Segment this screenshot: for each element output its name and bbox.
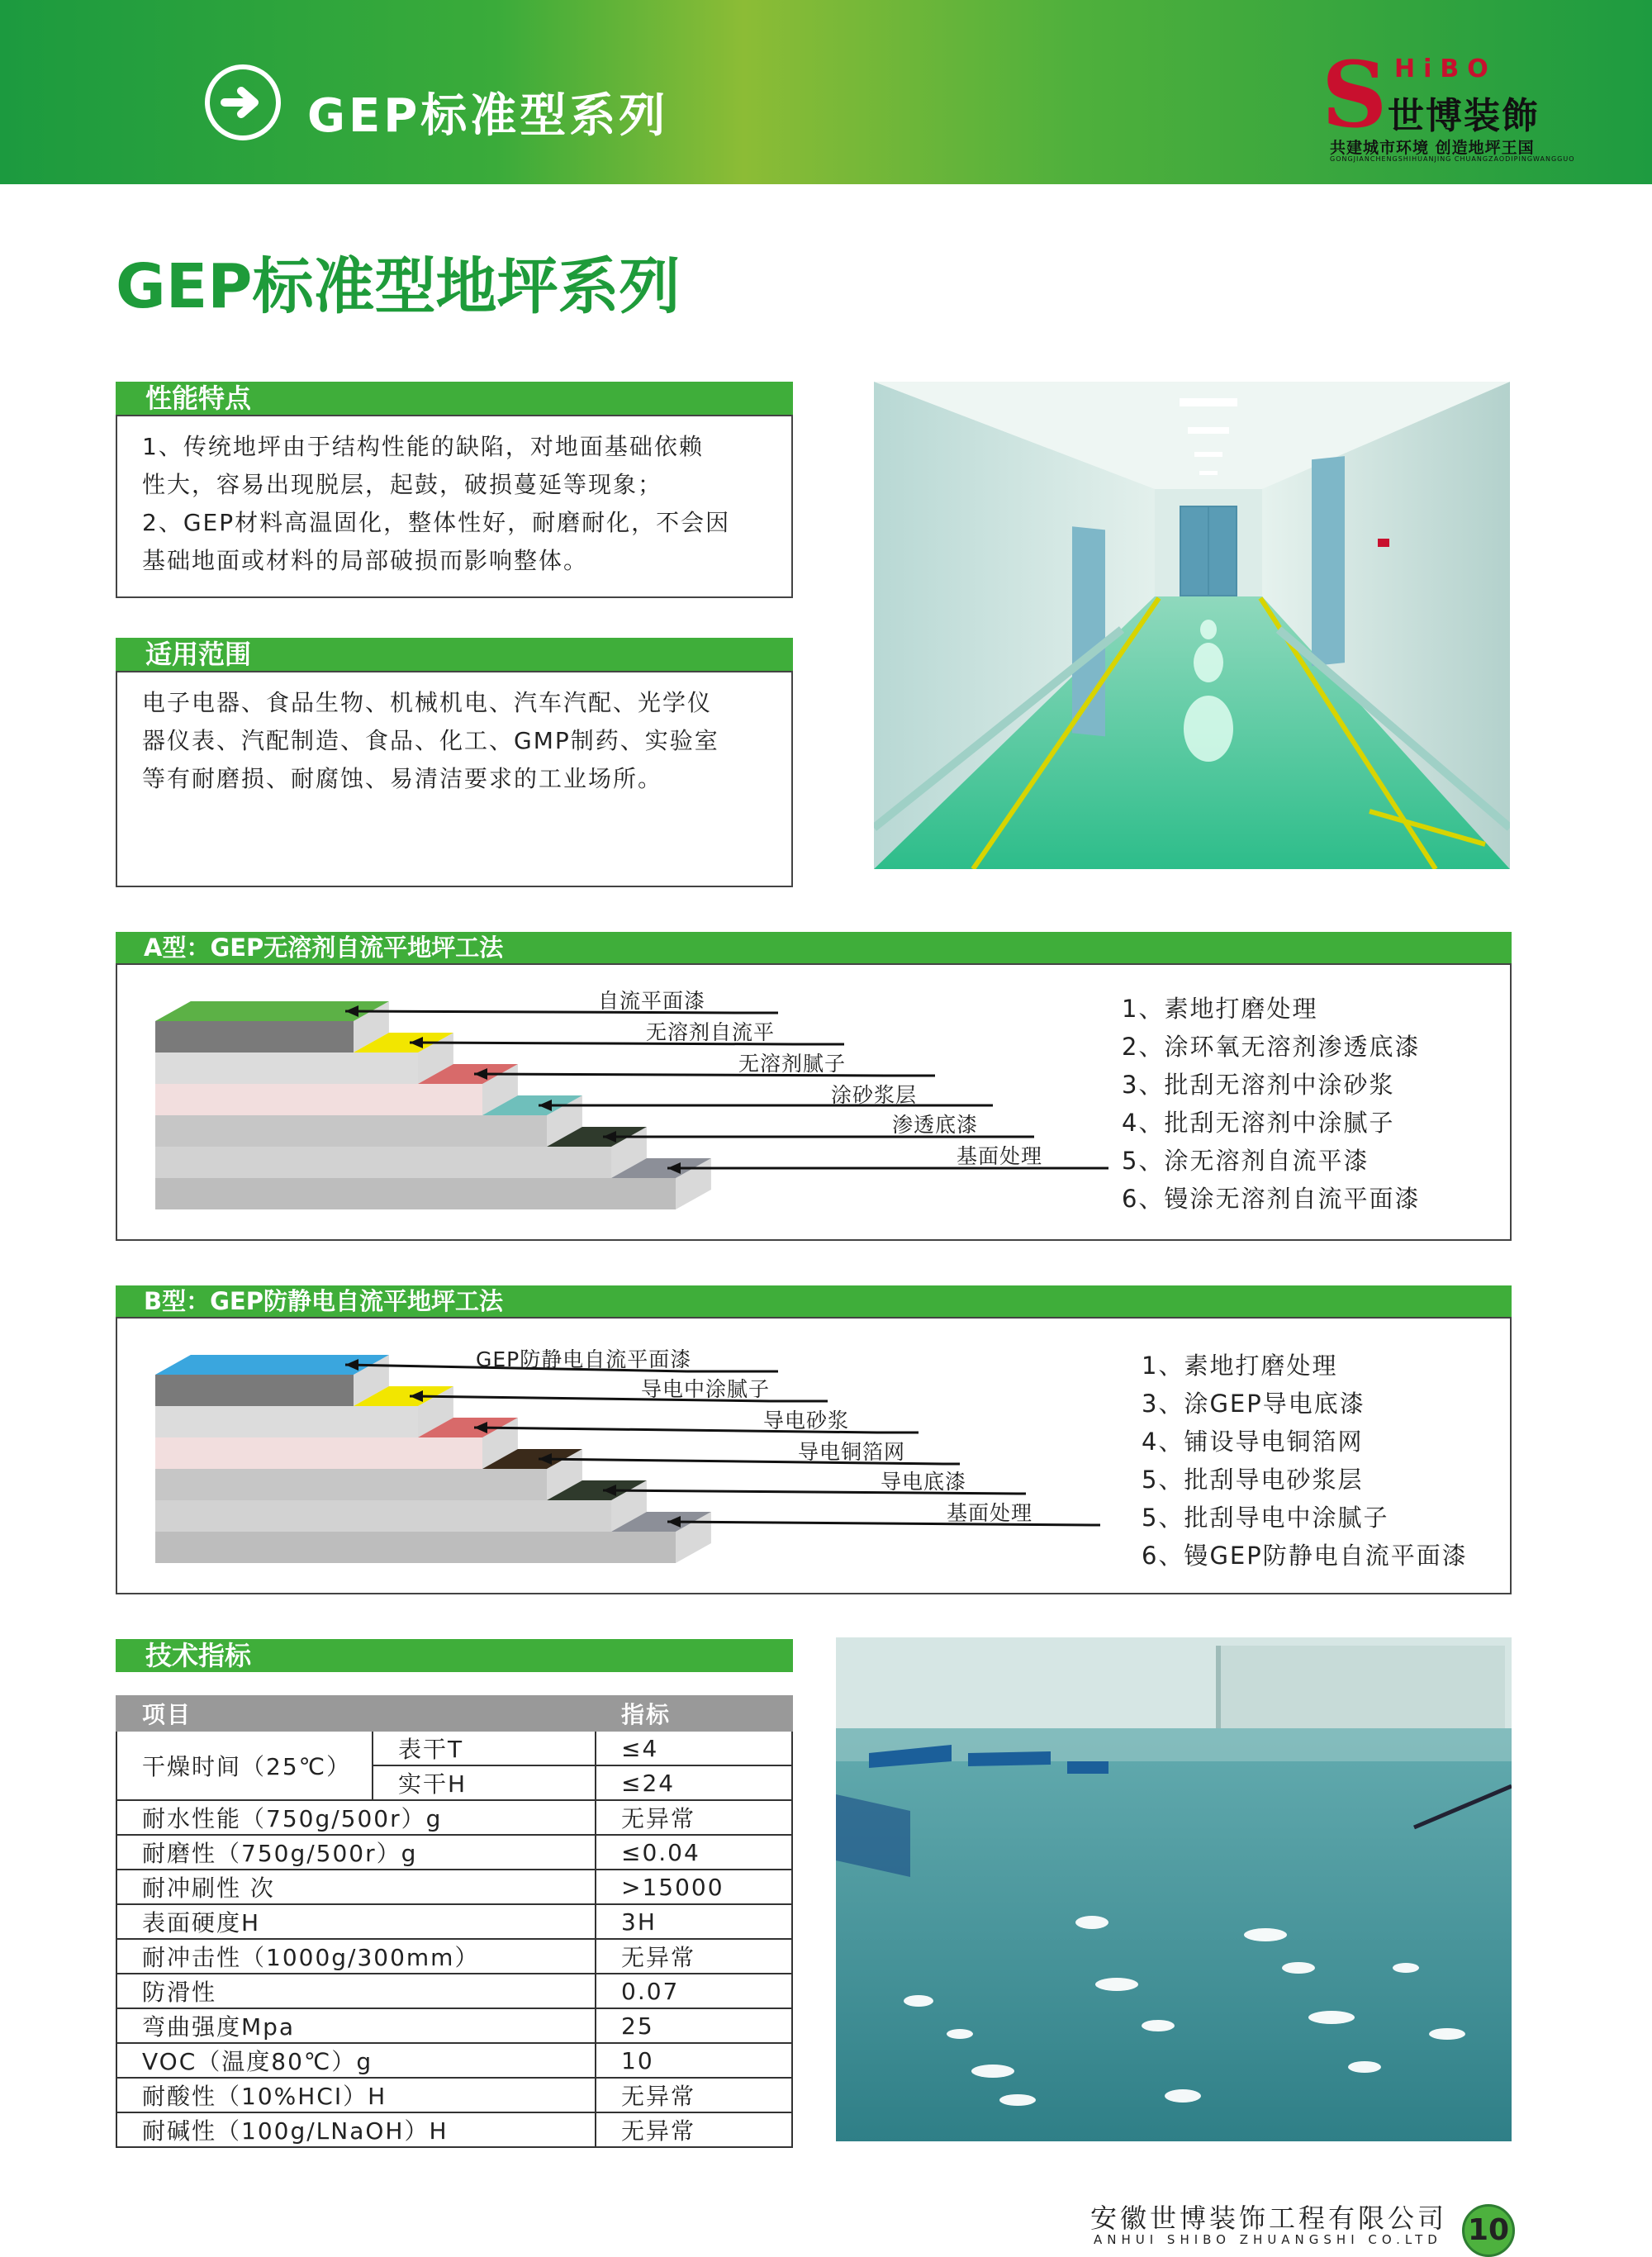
features-line: 基础地面或材料的局部破损而影响整体。 — [142, 547, 589, 574]
corridor-photo — [874, 382, 1510, 869]
layer-slab — [155, 1052, 418, 1084]
spec-value: 无异常 — [596, 2078, 792, 2112]
hard-dry-cell: 实干H — [373, 1765, 596, 1800]
table-row — [116, 1939, 792, 1974]
layer-label: 基面处理 — [947, 1501, 1033, 1525]
layer-label: 导电砂浆 — [763, 1409, 850, 1433]
spec-item: 防滑性 — [116, 1974, 596, 2008]
page-title: GEP标准型地坪系列 — [116, 251, 681, 322]
layer-label: 涂砂浆层 — [831, 1083, 918, 1107]
table-row — [116, 2043, 792, 2078]
layer-label: 导电底漆 — [881, 1470, 967, 1494]
spec-value: 25 — [596, 2008, 792, 2043]
table-header-row — [116, 1696, 792, 1731]
spec-item: 弯曲强度Mpa — [116, 2008, 596, 2043]
col-item-header: 项目 — [116, 1696, 596, 1731]
tech-spec-table — [116, 1695, 793, 2148]
layer-label: 无溶剂自流平 — [646, 1020, 776, 1044]
layer-slab — [155, 1147, 611, 1178]
features-heading: 性能特点 — [116, 382, 793, 415]
type-a-step: 2、涂环氧无溶剂渗透底漆 — [1122, 1033, 1421, 1061]
dry-time-cell: 干燥时间（25℃） — [116, 1731, 373, 1800]
layer-label: 导电铜箔网 — [798, 1440, 906, 1464]
spec-item: 耐水性能（750g/500r）g — [116, 1800, 596, 1835]
spec-item: 耐碱性（100g/LNaOH）H — [116, 2112, 596, 2147]
spec-value: ≤0.04 — [596, 1835, 792, 1870]
tech-heading: 技术指标 — [116, 1639, 793, 1672]
layer-label: 自流平面漆 — [598, 989, 706, 1013]
spec-value: 无异常 — [596, 1800, 792, 1835]
features-box — [116, 415, 793, 598]
surface-dry-value: ≤4 — [596, 1731, 792, 1765]
spec-value: 3H — [596, 1904, 792, 1939]
table-row — [116, 1870, 792, 1904]
scope-line: 等有耐磨损、耐腐蚀、易清洁要求的工业场所。 — [142, 765, 663, 792]
type-b-step: 6、镘GEP防静电自流平面漆 — [1142, 1542, 1468, 1570]
scope-line: 器仪表、汽配制造、食品、化工、GMP制药、实验室 — [142, 727, 719, 754]
table-row — [116, 1835, 792, 1870]
scope-heading: 适用范围 — [116, 638, 793, 671]
logo-en-text: HiBO — [1394, 55, 1497, 83]
spec-value: 无异常 — [596, 1939, 792, 1974]
spec-item: VOC（温度80℃）g — [116, 2043, 596, 2078]
logo-slogan: 共建城市环境 创造地坪王国 — [1330, 139, 1535, 157]
layer-label: 导电中涂腻子 — [641, 1377, 771, 1401]
layer-slab — [155, 1084, 482, 1115]
type-b-step: 5、批刮导电中涂腻子 — [1142, 1504, 1389, 1532]
layer-slab — [155, 1115, 547, 1147]
spec-value: >15000 — [596, 1870, 792, 1904]
layer-slab — [155, 1532, 676, 1563]
layer-slab — [155, 1021, 354, 1052]
hard-dry-value: ≤24 — [596, 1765, 792, 1800]
type-b-step: 1、素地打磨处理 — [1142, 1352, 1338, 1380]
layer-label: 基面处理 — [957, 1144, 1043, 1168]
page-number: 10 — [1462, 2204, 1515, 2257]
floor-photo — [836, 1637, 1512, 2141]
col-index-header: 指标 — [596, 1696, 792, 1731]
table-row — [116, 2112, 792, 2147]
type-b-step: 3、涂GEP导电底漆 — [1142, 1390, 1365, 1418]
logo-pinyin: GONGJIANCHENGSHIHUANJING CHUANGZAODIPINGWANGGUO — [1330, 155, 1575, 163]
surface-dry-cell: 表干T — [373, 1731, 596, 1765]
layer-slab — [155, 1469, 547, 1500]
type-a-heading: A型：GEP无溶剂自流平地坪工法 — [116, 932, 1512, 963]
type-a-box — [116, 963, 1512, 1241]
table-row — [116, 2008, 792, 2043]
logo-cn-text: 世博装飾 — [1388, 95, 1540, 137]
layer-slab — [155, 1437, 482, 1469]
spec-item: 耐冲击性（1000g/300mm） — [116, 1939, 596, 1974]
scope-line: 电子电器、食品生物、机械机电、汽车汽配、光学仪 — [142, 689, 713, 716]
series-title: GEP标准型系列 — [307, 89, 669, 143]
spec-item: 耐酸性（10%HCI）H — [116, 2078, 596, 2112]
spec-item: 表面硬度H — [116, 1904, 596, 1939]
type-a-step: 3、批刮无溶剂中涂砂浆 — [1122, 1071, 1395, 1099]
type-a-step: 1、素地打磨处理 — [1122, 995, 1318, 1023]
layer-slab — [155, 1178, 676, 1209]
layer-slab — [155, 1500, 611, 1532]
type-b-box — [116, 1317, 1512, 1594]
type-b-step: 5、批刮导电砂浆层 — [1142, 1466, 1364, 1494]
spec-item: 耐磨性（750g/500r）g — [116, 1835, 596, 1870]
company-logo: S — [1322, 41, 1388, 148]
type-b-heading: B型：GEP防静电自流平地坪工法 — [116, 1285, 1512, 1317]
spec-value: 0.07 — [596, 1974, 792, 2008]
type-a-step: 5、涂无溶剂自流平漆 — [1122, 1147, 1370, 1175]
layer-slab — [155, 1406, 418, 1437]
company-name: 安徽世博装饰工程有限公司 — [1090, 2202, 1448, 2234]
type-a-step: 6、镘涂无溶剂自流平面漆 — [1122, 1185, 1421, 1213]
spec-item: 耐冲刷性 次 — [116, 1870, 596, 1904]
type-b-step: 4、铺设导电铜箔网 — [1142, 1428, 1364, 1456]
table-row — [116, 1974, 792, 2008]
layer-label: GEP防静电自流平面漆 — [476, 1347, 692, 1371]
table-row — [116, 1800, 792, 1835]
table-row — [116, 1904, 792, 1939]
features-line: 2、GEP材料高温固化，整体性好，耐磨耐化，不会因 — [142, 509, 731, 536]
features-line: 性大，容易出现脱层，起鼓，破损蔓延等现象； — [142, 471, 663, 498]
table-row — [116, 1731, 792, 1765]
features-line: 1、传统地坪由于结构性能的缺陷，对地面基础依赖 — [142, 433, 704, 460]
arrow-circle-icon — [205, 64, 281, 140]
layer-label: 无溶剂腻子 — [738, 1052, 847, 1076]
table-row — [116, 2078, 792, 2112]
scope-box — [116, 671, 793, 887]
type-a-step: 4、批刮无溶剂中涂腻子 — [1122, 1109, 1395, 1137]
spec-value: 10 — [596, 2043, 792, 2078]
company-name-en: ANHUI SHIBO ZHUANGSHI CO.LTD — [1094, 2232, 1442, 2247]
spec-value: 无异常 — [596, 2112, 792, 2147]
layer-slab — [155, 1375, 354, 1406]
layer-label: 渗透底漆 — [892, 1113, 979, 1137]
